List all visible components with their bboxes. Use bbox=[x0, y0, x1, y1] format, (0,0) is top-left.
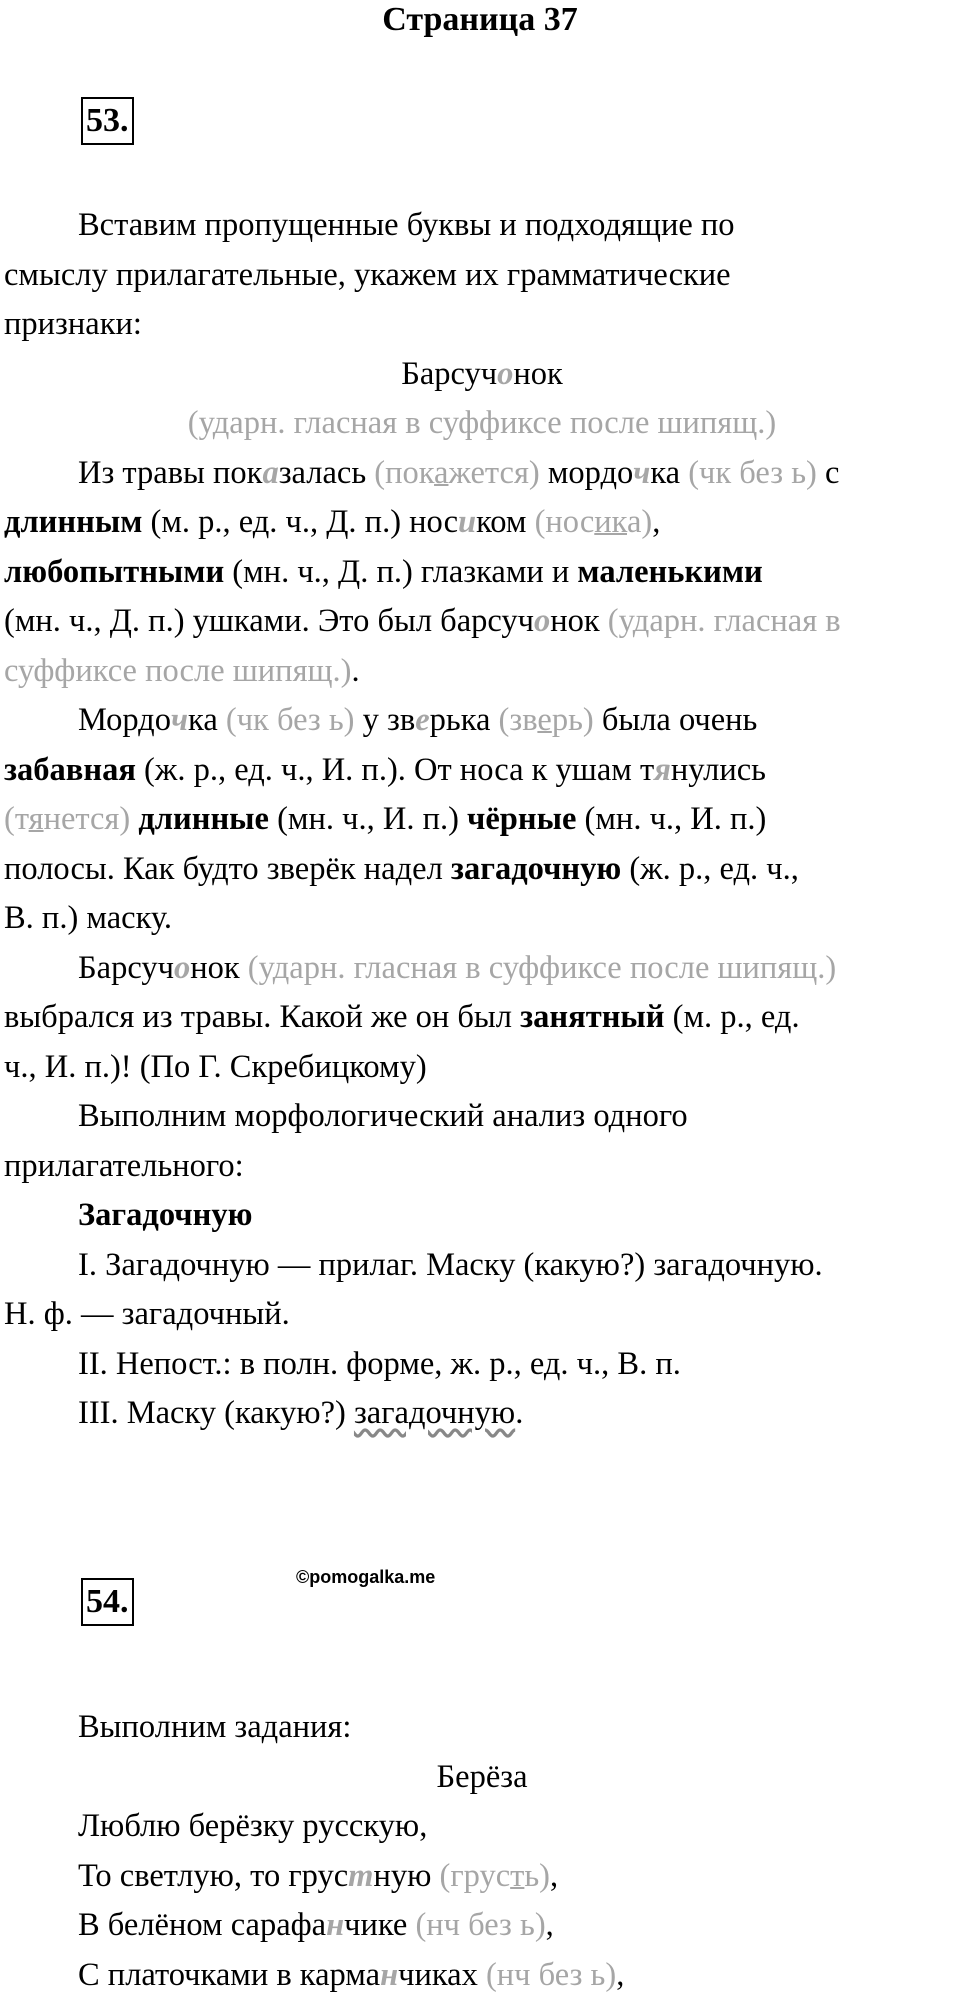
bold-word: загадочную bbox=[450, 850, 622, 887]
intro-line-2: смыслу прилагательные, укажем их грамматические bbox=[4, 256, 731, 293]
exercise-53-number: 53. bbox=[81, 97, 134, 145]
grey-note: нется) bbox=[43, 801, 131, 837]
exercise-53-text bbox=[4, 201, 960, 1439]
intro-line-3: признаки: bbox=[4, 306, 142, 342]
text-span: То светлую, то грус bbox=[78, 1857, 349, 1894]
story-paragraph-2 bbox=[4, 696, 960, 944]
text-span: (мн. ч., Д. п.) глазками и bbox=[224, 553, 578, 590]
text-span: (мн. ч., Д. п.) ушками. Это был барсуч bbox=[4, 603, 534, 639]
analysis-intro bbox=[4, 1092, 960, 1191]
grey-underlined: ик bbox=[594, 504, 627, 540]
exercise-54-text bbox=[4, 1703, 960, 2000]
text-span: В. п.) маску. bbox=[4, 900, 173, 936]
text-span: Барсуч bbox=[401, 355, 498, 392]
text-span: нок bbox=[513, 355, 563, 392]
analysis-step-1 bbox=[4, 1241, 960, 1340]
highlight-letter: т bbox=[348, 1857, 374, 1894]
story-paragraph-3 bbox=[4, 944, 960, 1093]
story-paragraph-1 bbox=[4, 449, 960, 697]
exercise-54-number: 54. bbox=[81, 1578, 134, 1626]
bold-word: занятный bbox=[520, 999, 665, 1035]
poem-title: Берёза bbox=[436, 1758, 528, 1795]
highlight-letter: а bbox=[262, 454, 279, 491]
text-span: залась bbox=[278, 454, 375, 491]
highlight-letter: ч bbox=[633, 454, 651, 491]
highlight-letter: е bbox=[415, 702, 430, 738]
grey-note: (грус bbox=[439, 1857, 511, 1894]
bold-word: любопытными bbox=[4, 553, 225, 590]
text-span: Н. ф. — загадочный. bbox=[4, 1296, 290, 1332]
grey-note: (ударн. гласная в суффиксе после шипящ.) bbox=[247, 949, 837, 986]
analysis-word bbox=[4, 1191, 960, 1241]
text-span: Мордо bbox=[78, 702, 171, 738]
watermark: ©pomogalka.me bbox=[296, 1567, 436, 1587]
text-span: (ж. р., ед. ч., bbox=[621, 850, 799, 887]
grey-note: (зв bbox=[498, 702, 538, 738]
text-span: чиках bbox=[398, 1956, 486, 1993]
highlight-letter: ч bbox=[170, 702, 189, 738]
grey-note: (т bbox=[4, 801, 29, 837]
grey-underlined: е bbox=[537, 702, 552, 738]
text-span: (мн. ч., И. п.) bbox=[576, 801, 767, 837]
text-span: нулись bbox=[670, 751, 766, 788]
grey-note: рь) bbox=[551, 702, 594, 738]
text-span: I. Загадочную — прилаг. Маску (какую?) загадочную. bbox=[78, 1246, 823, 1283]
wavy-underlined-word: загадочную bbox=[353, 1395, 516, 1431]
text-span: нок bbox=[550, 603, 608, 639]
story-title-note: (ударн. гласная в суффиксе после шипящ.) bbox=[187, 405, 777, 441]
highlight-letter: о bbox=[497, 355, 514, 392]
text-span: была очень bbox=[593, 702, 758, 738]
text-span: полосы. Как будто зверёк надел bbox=[4, 850, 451, 887]
text-span: (мн. ч., И. п.) bbox=[268, 801, 468, 837]
text-span: Выполним морфологический анализ одного bbox=[78, 1098, 688, 1134]
bold-word: маленькими bbox=[577, 553, 763, 590]
grey-underlined: а bbox=[434, 454, 449, 491]
highlight-letter: я bbox=[654, 751, 671, 788]
grey-note: (нч без ь) bbox=[415, 1907, 546, 1943]
grey-underlined: т bbox=[510, 1857, 525, 1894]
text-span: , bbox=[545, 1907, 554, 1943]
ex54-intro: Выполним задания: bbox=[78, 1709, 352, 1745]
bold-word: Загадочную bbox=[78, 1197, 253, 1233]
story-title bbox=[4, 350, 960, 400]
grey-note: суффиксе после шипящ.) bbox=[4, 652, 352, 689]
grey-note: (нч без ь) bbox=[485, 1956, 617, 1993]
grey-note: (чк без ь) bbox=[688, 454, 817, 491]
poem-line-4 bbox=[4, 1951, 960, 2000]
highlight-letter: н bbox=[326, 1907, 345, 1943]
grey-note: (ударн. гласная в bbox=[607, 603, 841, 639]
text-span: мордо bbox=[539, 454, 634, 491]
text-span: (ж. р., ед. ч., И. п.). От носа к ушам т bbox=[135, 751, 655, 788]
highlight-letter: и bbox=[458, 504, 477, 540]
text-span: , bbox=[550, 1857, 559, 1894]
text-span: нок bbox=[190, 949, 248, 986]
text-span: чике bbox=[344, 1907, 416, 1943]
text-span: В белёном сарафа bbox=[78, 1907, 327, 1943]
grey-note: ь) bbox=[524, 1857, 551, 1894]
text-span: Барсуч bbox=[78, 949, 174, 986]
text-span: у зв bbox=[354, 702, 416, 738]
grey-note: (чк без ь) bbox=[225, 702, 355, 738]
bold-word: чёрные bbox=[467, 801, 577, 837]
grey-note: жется) bbox=[448, 454, 540, 491]
intro-line-1: Вставим пропущенные буквы и подходящие по bbox=[78, 207, 735, 243]
poem-line-1: Люблю берёзку русскую, bbox=[78, 1808, 428, 1844]
text-span: прилагательного: bbox=[4, 1147, 244, 1184]
text-span: III. Маску (какую?) bbox=[78, 1395, 354, 1431]
text-span: . bbox=[515, 1395, 524, 1431]
poem-line-2 bbox=[4, 1852, 960, 1902]
analysis-step-2: II. Непост.: в полн. форме, ж. р., ед. ч., В. п. bbox=[78, 1345, 681, 1382]
highlight-letter: н bbox=[380, 1956, 399, 1993]
text-span: с bbox=[816, 454, 840, 491]
highlight-letter: о bbox=[533, 603, 551, 639]
text-span: , bbox=[616, 1956, 625, 1993]
text-span: , bbox=[652, 504, 661, 540]
analysis-step-3 bbox=[4, 1389, 960, 1439]
text-span: ка bbox=[650, 454, 689, 491]
text-span: С платочками в карма bbox=[78, 1956, 381, 1993]
text-span: ную bbox=[373, 1857, 440, 1894]
highlight-letter: о bbox=[173, 949, 191, 986]
poem-line-3 bbox=[4, 1901, 960, 1951]
bold-word: забавная bbox=[4, 751, 136, 788]
page-title: Страница 37 bbox=[382, 1, 578, 38]
text-span: Из травы пок bbox=[78, 454, 263, 491]
text-span: выбрался из травы. Какой же он был bbox=[4, 999, 521, 1035]
text-span: рька bbox=[429, 702, 499, 738]
bold-word: длинным bbox=[4, 504, 143, 540]
text-span: ком bbox=[476, 504, 535, 540]
grey-note: (нос bbox=[534, 504, 595, 540]
grey-note: а) bbox=[626, 504, 653, 540]
grey-underlined: я bbox=[28, 801, 44, 837]
text-span: . bbox=[351, 652, 360, 689]
text-span: (м. р., ед. bbox=[664, 999, 800, 1035]
text-span: ч., И. п.)! (По Г. Скребицкому) bbox=[4, 1048, 427, 1085]
text-span: ка bbox=[188, 702, 226, 738]
grey-note: (пок bbox=[374, 454, 435, 491]
text-span: (м. р., ед. ч., Д. п.) нос bbox=[142, 504, 459, 540]
bold-word: длинные bbox=[138, 801, 269, 837]
